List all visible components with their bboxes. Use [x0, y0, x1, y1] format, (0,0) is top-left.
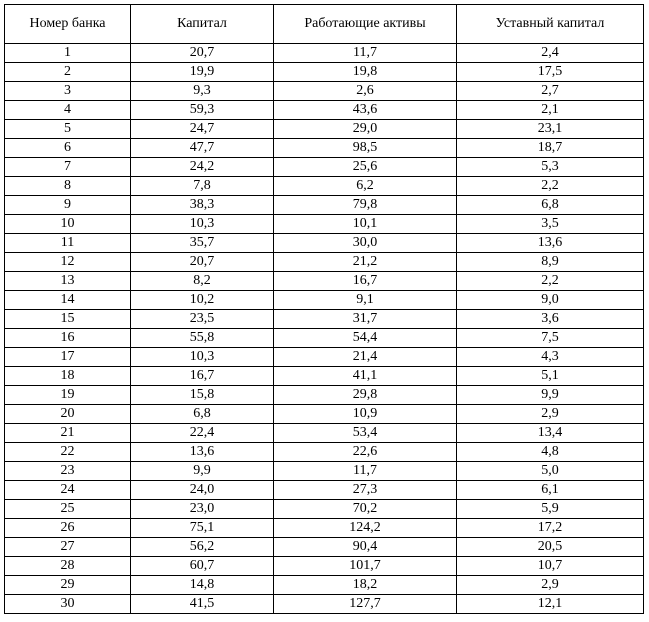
cell-capital: 24,2: [131, 158, 274, 177]
cell-bank-number: 8: [5, 177, 131, 196]
cell-bank-number: 22: [5, 443, 131, 462]
cell-authorized-capital: 12,1: [457, 595, 644, 614]
cell-authorized-capital: 13,6: [457, 234, 644, 253]
cell-working-assets: 29,0: [274, 120, 457, 139]
table-row: [5, 44, 644, 63]
cell-working-assets: 101,7: [274, 557, 457, 576]
cell-capital: 56,2: [131, 538, 274, 557]
cell-capital: 16,7: [131, 367, 274, 386]
cell-bank-number: 12: [5, 253, 131, 272]
cell-authorized-capital: 5,1: [457, 367, 644, 386]
cell-capital: 24,7: [131, 120, 274, 139]
table-row: [5, 63, 644, 82]
table-row: [5, 405, 644, 424]
table-row: [5, 310, 644, 329]
table-row: [5, 519, 644, 538]
cell-capital: 9,3: [131, 82, 274, 101]
table-row: [5, 367, 644, 386]
cell-working-assets: 11,7: [274, 462, 457, 481]
cell-authorized-capital: 18,7: [457, 139, 644, 158]
cell-working-assets: 54,4: [274, 329, 457, 348]
table-row: [5, 386, 644, 405]
cell-capital: 60,7: [131, 557, 274, 576]
cell-working-assets: 90,4: [274, 538, 457, 557]
cell-working-assets: 9,1: [274, 291, 457, 310]
cell-working-assets: 127,7: [274, 595, 457, 614]
cell-working-assets: 41,1: [274, 367, 457, 386]
cell-capital: 20,7: [131, 44, 274, 63]
cell-bank-number: 30: [5, 595, 131, 614]
cell-authorized-capital: 17,5: [457, 63, 644, 82]
table-row: [5, 139, 644, 158]
cell-authorized-capital: 4,3: [457, 348, 644, 367]
cell-bank-number: 5: [5, 120, 131, 139]
cell-working-assets: 27,3: [274, 481, 457, 500]
table-row: [5, 557, 644, 576]
table-row: [5, 291, 644, 310]
cell-capital: 6,8: [131, 405, 274, 424]
cell-working-assets: 6,2: [274, 177, 457, 196]
cell-authorized-capital: 3,5: [457, 215, 644, 234]
cell-authorized-capital: 2,2: [457, 177, 644, 196]
cell-bank-number: 4: [5, 101, 131, 120]
cell-working-assets: 98,5: [274, 139, 457, 158]
cell-capital: 24,0: [131, 481, 274, 500]
table-row: [5, 481, 644, 500]
cell-bank-number: 9: [5, 196, 131, 215]
cell-working-assets: 53,4: [274, 424, 457, 443]
cell-bank-number: 17: [5, 348, 131, 367]
cell-bank-number: 26: [5, 519, 131, 538]
table-row: [5, 272, 644, 291]
cell-capital: 10,2: [131, 291, 274, 310]
cell-capital: 35,7: [131, 234, 274, 253]
header-bank-number: Номер банка: [5, 5, 131, 44]
cell-authorized-capital: 20,5: [457, 538, 644, 557]
cell-capital: 19,9: [131, 63, 274, 82]
table-row: [5, 82, 644, 101]
cell-bank-number: 19: [5, 386, 131, 405]
cell-capital: 38,3: [131, 196, 274, 215]
cell-working-assets: 79,8: [274, 196, 457, 215]
cell-authorized-capital: 4,8: [457, 443, 644, 462]
cell-capital: 20,7: [131, 253, 274, 272]
table-container: [4, 4, 644, 614]
cell-bank-number: 23: [5, 462, 131, 481]
cell-authorized-capital: 17,2: [457, 519, 644, 538]
cell-authorized-capital: 23,1: [457, 120, 644, 139]
cell-bank-number: 10: [5, 215, 131, 234]
cell-bank-number: 3: [5, 82, 131, 101]
table-row: [5, 253, 644, 272]
cell-capital: 9,9: [131, 462, 274, 481]
cell-working-assets: 21,4: [274, 348, 457, 367]
cell-authorized-capital: 7,5: [457, 329, 644, 348]
cell-bank-number: 18: [5, 367, 131, 386]
header-authorized-capital: Уставный капитал: [457, 5, 644, 44]
cell-capital: 8,2: [131, 272, 274, 291]
header-working-assets: Работающие активы: [274, 5, 457, 44]
cell-working-assets: 25,6: [274, 158, 457, 177]
bank-data-table: [4, 4, 644, 614]
cell-authorized-capital: 10,7: [457, 557, 644, 576]
table-row: [5, 443, 644, 462]
cell-capital: 22,4: [131, 424, 274, 443]
cell-authorized-capital: 2,9: [457, 405, 644, 424]
table-row: [5, 177, 644, 196]
cell-bank-number: 7: [5, 158, 131, 177]
cell-bank-number: 14: [5, 291, 131, 310]
cell-working-assets: 43,6: [274, 101, 457, 120]
cell-bank-number: 21: [5, 424, 131, 443]
cell-capital: 55,8: [131, 329, 274, 348]
cell-capital: 13,6: [131, 443, 274, 462]
table-row: [5, 329, 644, 348]
table-row: [5, 500, 644, 519]
cell-authorized-capital: 9,0: [457, 291, 644, 310]
cell-bank-number: 13: [5, 272, 131, 291]
cell-bank-number: 11: [5, 234, 131, 253]
cell-capital: 14,8: [131, 576, 274, 595]
cell-authorized-capital: 13,4: [457, 424, 644, 443]
cell-authorized-capital: 2,1: [457, 101, 644, 120]
table-row: [5, 215, 644, 234]
cell-bank-number: 6: [5, 139, 131, 158]
cell-working-assets: 30,0: [274, 234, 457, 253]
cell-capital: 10,3: [131, 348, 274, 367]
cell-working-assets: 70,2: [274, 500, 457, 519]
cell-authorized-capital: 2,2: [457, 272, 644, 291]
table-row: [5, 196, 644, 215]
table-row: [5, 234, 644, 253]
table-row: [5, 101, 644, 120]
cell-capital: 23,5: [131, 310, 274, 329]
cell-authorized-capital: 6,8: [457, 196, 644, 215]
cell-bank-number: 29: [5, 576, 131, 595]
table-row: [5, 120, 644, 139]
cell-bank-number: 24: [5, 481, 131, 500]
cell-authorized-capital: 2,4: [457, 44, 644, 63]
cell-working-assets: 29,8: [274, 386, 457, 405]
cell-capital: 47,7: [131, 139, 274, 158]
table-row: [5, 158, 644, 177]
cell-capital: 59,3: [131, 101, 274, 120]
cell-authorized-capital: 2,9: [457, 576, 644, 595]
cell-bank-number: 25: [5, 500, 131, 519]
cell-capital: 75,1: [131, 519, 274, 538]
cell-capital: 23,0: [131, 500, 274, 519]
cell-working-assets: 22,6: [274, 443, 457, 462]
table-row: [5, 576, 644, 595]
table-row: [5, 348, 644, 367]
cell-working-assets: 16,7: [274, 272, 457, 291]
cell-bank-number: 27: [5, 538, 131, 557]
table-row: [5, 595, 644, 614]
cell-authorized-capital: 2,7: [457, 82, 644, 101]
cell-authorized-capital: 6,1: [457, 481, 644, 500]
cell-bank-number: 16: [5, 329, 131, 348]
cell-bank-number: 1: [5, 44, 131, 63]
cell-authorized-capital: 5,9: [457, 500, 644, 519]
cell-working-assets: 21,2: [274, 253, 457, 272]
cell-capital: 10,3: [131, 215, 274, 234]
cell-working-assets: 10,1: [274, 215, 457, 234]
cell-capital: 15,8: [131, 386, 274, 405]
cell-working-assets: 10,9: [274, 405, 457, 424]
table-body: [5, 44, 644, 614]
table-row: [5, 462, 644, 481]
cell-capital: 41,5: [131, 595, 274, 614]
cell-capital: 7,8: [131, 177, 274, 196]
header-capital: Капитал: [131, 5, 274, 44]
cell-working-assets: 31,7: [274, 310, 457, 329]
cell-working-assets: 2,6: [274, 82, 457, 101]
header-row: [5, 5, 644, 44]
cell-bank-number: 2: [5, 63, 131, 82]
cell-authorized-capital: 5,0: [457, 462, 644, 481]
cell-working-assets: 11,7: [274, 44, 457, 63]
cell-authorized-capital: 8,9: [457, 253, 644, 272]
cell-authorized-capital: 3,6: [457, 310, 644, 329]
cell-working-assets: 124,2: [274, 519, 457, 538]
cell-authorized-capital: 9,9: [457, 386, 644, 405]
cell-bank-number: 15: [5, 310, 131, 329]
cell-working-assets: 19,8: [274, 63, 457, 82]
table-row: [5, 538, 644, 557]
cell-authorized-capital: 5,3: [457, 158, 644, 177]
table-row: [5, 424, 644, 443]
cell-bank-number: 20: [5, 405, 131, 424]
cell-bank-number: 28: [5, 557, 131, 576]
cell-working-assets: 18,2: [274, 576, 457, 595]
